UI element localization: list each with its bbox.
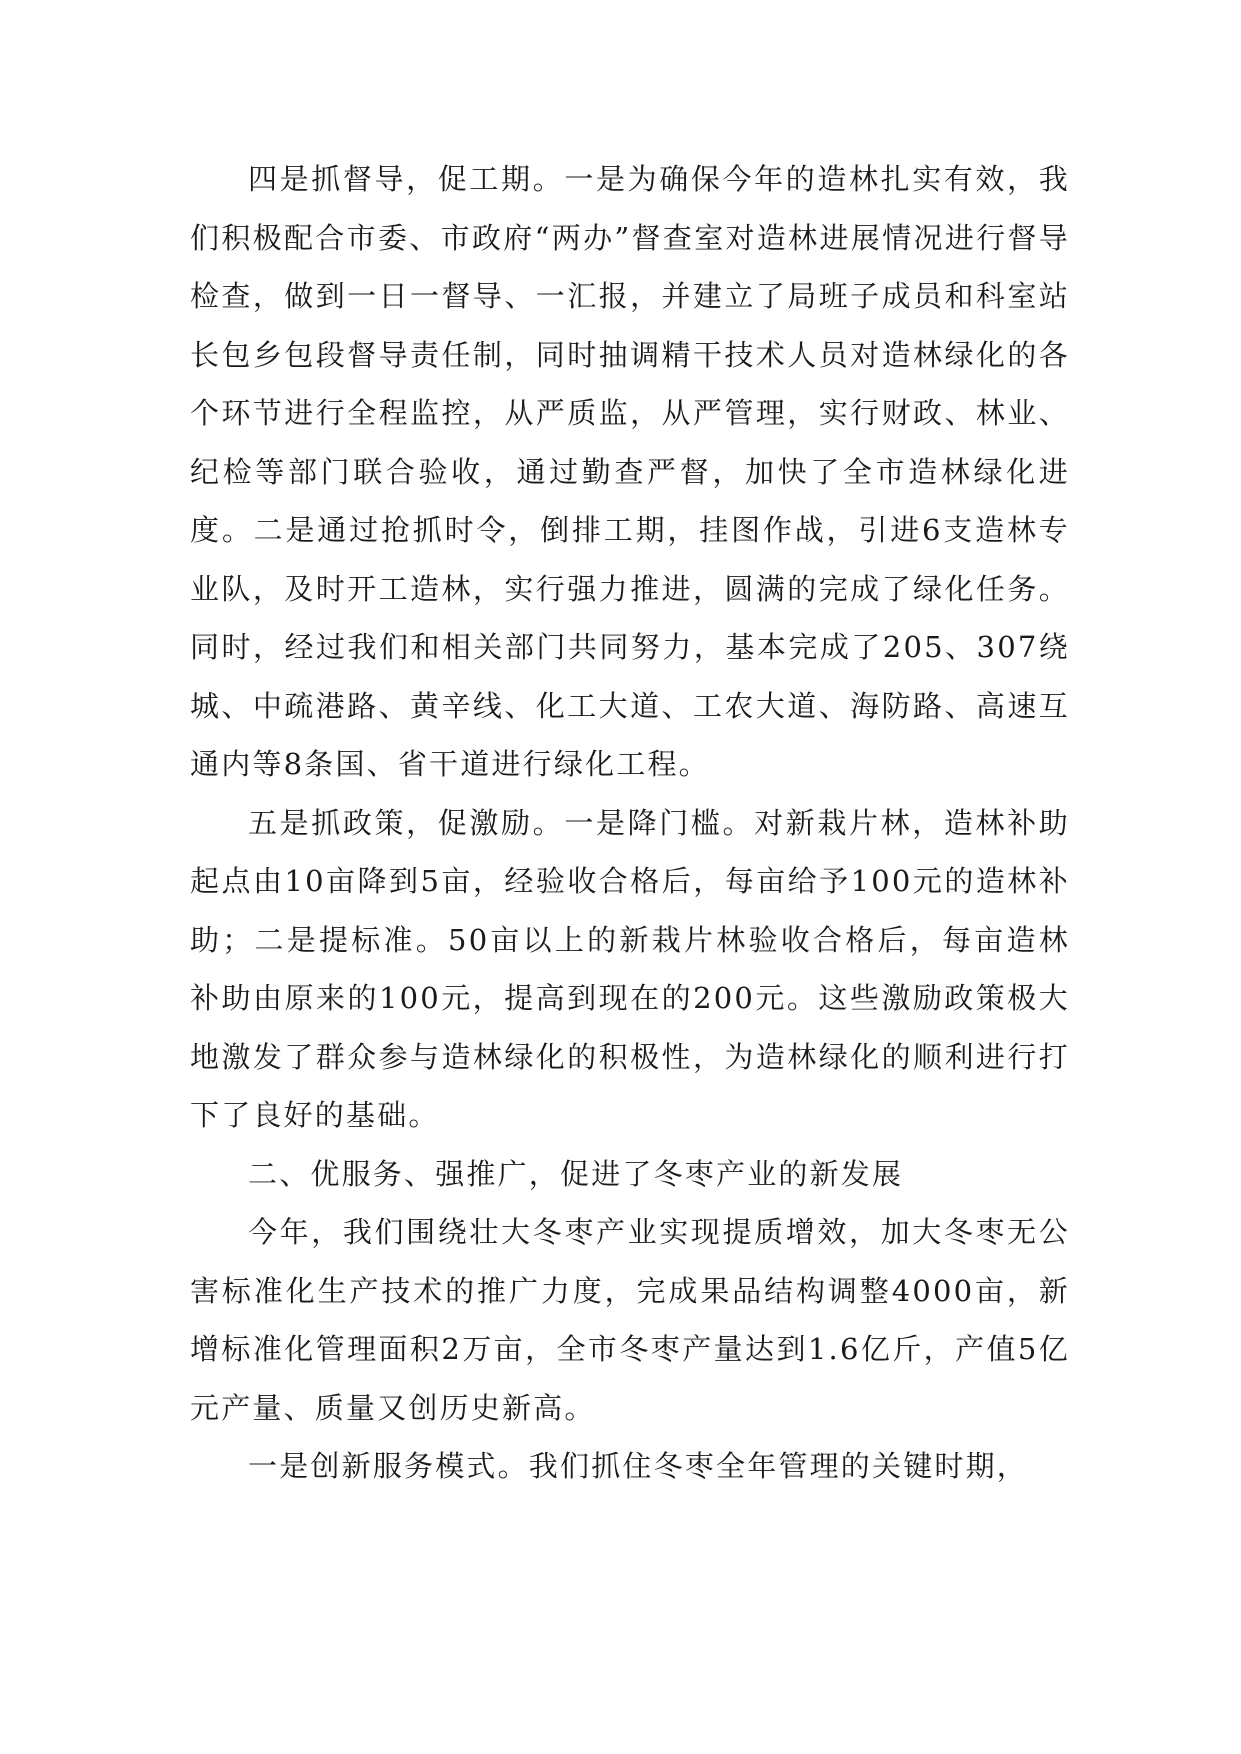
paragraph-service-model: 一是创新服务模式。我们抓住冬枣全年管理的关键时期， [248, 1449, 1029, 1483]
paragraph-policy-incentive: 五是抓政策，促激励。一是降门槛。对新栽片林，造林补助起点由10亩降到5亩，经验收合格后，每亩给予100元的造林补助；二是提标准。50亩以上的新栽片林验收合格后，每亩造林补助由原来的100元，提高到现在的200元。这些激励政策极大地激发了群众参与造林绿化的积极性，为造林绿化的顺利进行打下了良好的基础。 [190, 805, 1070, 1132]
document-body [190, 150, 1070, 1496]
paragraph-supervision: 四是抓督导，促工期。一是为确保今年的造林扎实有效，我们积极配合市委、市政府“两办”督查室对造林进展情况进行督导检查，做到一日一督导、一汇报，并建立了局班子成员和科室站长包乡包段督导责任制，同时抽调精干技术人员对造林绿化的各个环节进行全程监控，从严质监，从严管理，实行财政、林业、纪检等部门联合验收，通过勤查严督，加快了全市造林绿化进度。二是通过抢抓时令，倒排工期，挂图作战，引进6支造林专业队，及时开工造林，实行强力推进，圆满的完成了绿化任务。同时，经过我们和相关部门共同努力，基本完成了205、307绕城、中疏港路、黄辛线、化工大道、工农大道、海防路、高速互通内等8条国、省干道进行绿化工程。 [190, 162, 1070, 781]
paragraph-jujube-overview: 今年，我们围绕壮大冬枣产业实现提质增效，加大冬枣无公害标准化生产技术的推广力度，完成果品结构调整4000亩，新增标准化管理面积2万亩，全市冬枣产量达到1.6亿斤，产值5亿元产量、质量又创历史新高。 [190, 1215, 1070, 1425]
section-heading-jujube-industry: 二、优服务、强推广，促进了冬枣产业的新发展 [248, 1156, 904, 1191]
